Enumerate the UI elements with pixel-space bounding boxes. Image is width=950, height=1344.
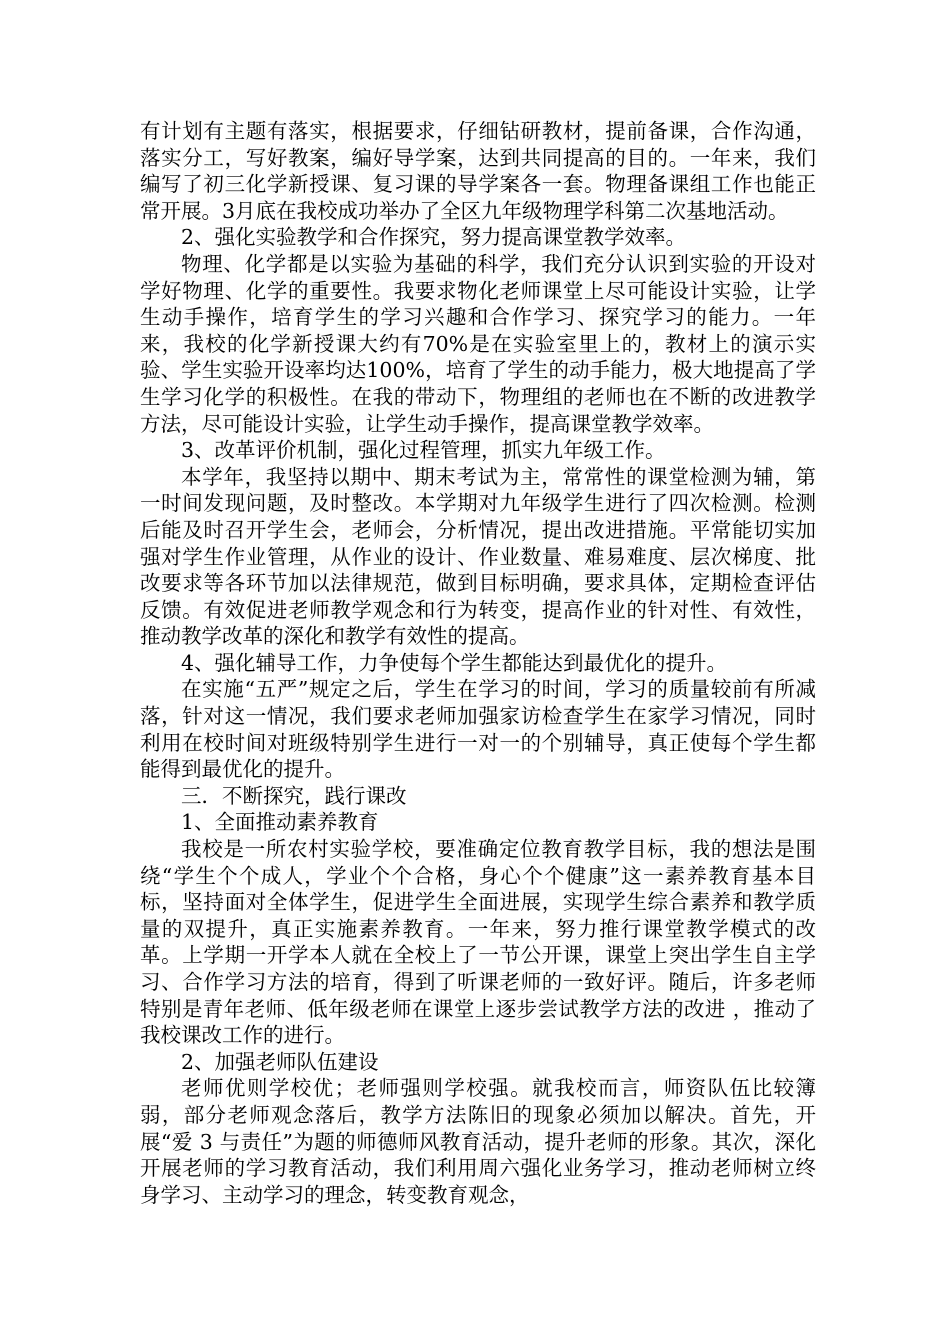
heading-quality-education: 1、全面推动素养教育 <box>181 810 379 835</box>
paragraph-tutoring: 在实施“五严”规定之后，学生在学习的时间，学习的质量较前有所减落，针对这一情况，我们要求老师加强家访检查学生在家学习情况，同时利用在校时间对班级特别学生进行一对一的个别辅导，真正使每个学生都能得到最优化的提升。 <box>140 677 816 782</box>
paragraph-lesson-planning: 有计划有主题有落实，根据要求，仔细钻研教材，提前备课，合作沟通，落实分工，写好教案，编好导学案，达到共同提高的目的。一年来，我们编写了初三化学新授课、复习课的导学案各一套。物理备课组工作也能正常开展。3月底在我校成功举办了全区九年级物理学科第二次基地活动。 <box>140 119 816 223</box>
section-heading-curriculum-reform: 三．不断探究，践行课改 <box>181 783 407 808</box>
heading-tutoring: 4、强化辅导工作，力争使每个学生都能达到最优化的提升。 <box>181 650 728 675</box>
document-body <box>140 118 816 1208</box>
paragraph-evaluation-reform: 本学年，我坚持以期中、期末考试为主，常常性的课堂检测为辅，第一时间发现问题，及时整改。本学期对九年级学生进行了四次检测。检测后能及时召开学生会，老师会，分析情况，提出改进措施。平常能切实加强对学生作业管理，从作业的设计、作业数量、难易难度、层次梯度、批改要求等各环节加以法律规范，做到目标明确，要求具体，定期检查评估反馈。有效促进老师教学观念和行为转变，提高作业的针对性、有效性，推动教学改革的深化和教学有效性的提高。 <box>140 464 816 649</box>
heading-evaluation-reform: 3、改革评价机制，强化过程管理，抓实九年级工作。 <box>181 438 666 463</box>
heading-experiment-teaching: 2、强化实验教学和合作探究，努力提高课堂教学效率。 <box>181 225 687 250</box>
paragraph-teacher-team: 老师优则学校优；老师强则学校强。就我校而言，师资队伍比较簿弱，部分老师观念落后，教学方法陈旧的现象必须加以解决。首先，开展“爱 3 与责任”为题的师德师风教育活动，提升老师的形象。其次，深化开展老师的学习教育活动，我们利用周六强化业务学习，推动老师树立终身学习、主动学习的理念，转变教育观念， <box>140 1076 816 1207</box>
paragraph-quality-education: 我校是一所农村实验学校，要准确定位教育教学目标，我的想法是围绕“学生个个成人，学业个个合格，身心个个健康”这一素养教育基本目标，坚持面对全体学生，促进学生全面进展，实现学生综合素养和教学质量的双提升，真正实施素养教育。一年来，努力推行课堂教学模式的改革。上学期一开学本人就在全校上了一节公开课，课堂上突出学生自主学习、合作学习方法的培育，得到了听课老师的一致好评。随后，许多老师特别是青年老师、低年级老师在课堂上逐步尝试教学方法的改进 ，推动了我校课改工作的进行。 <box>140 837 816 1048</box>
paragraph-experiment-teaching: 物理、化学都是以实验为基础的科学，我们充分认识到实验的开设对学好物理、化学的重要性。我要求物化老师课堂上尽可能设计实验，让学生动手操作，培育学生的学习兴趣和合作学习、探究学习的能力。一年来，我校的化学新授课大约有70%是在实验室里上的，教材上的演示实验、学生实验开设率均达100%，培育了学生的动手能力，极大地提高了学生学习化学的积极性。在我的带动下，物理组的老师也在不断的改进教学方法，尽可能设计实验，让学生动手操作，提高课堂教学效率。 <box>140 251 816 436</box>
heading-teacher-team: 2、加强老师队伍建设 <box>181 1049 379 1074</box>
